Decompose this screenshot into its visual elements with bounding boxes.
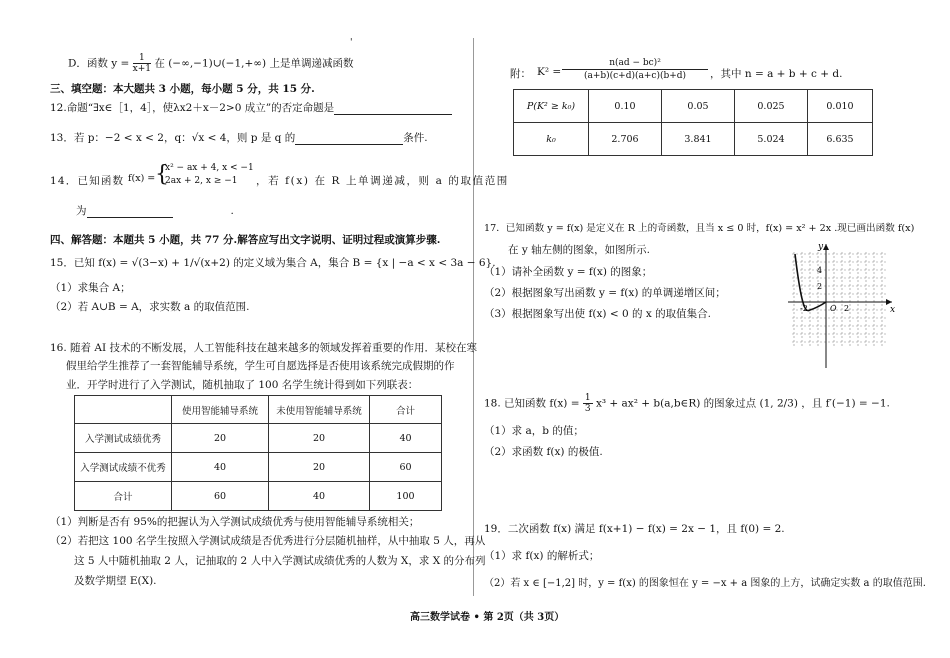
formula-num: n(ad − bc)² xyxy=(562,57,708,70)
q17-line1: 17．已知函数 y = f(x) 是定义在 R 上的奇函数，且当 x ≤ 0 时，f(x) = x² + 2x .现已画出函数 f(x) xyxy=(484,223,915,234)
q19-part1: （1）求 f(x) 的解析式； xyxy=(484,550,600,562)
table-header-cell: 使用智能辅导系统 xyxy=(172,396,269,424)
formula-lhs: K² = xyxy=(537,66,562,78)
section-3-heading: 三、填空题：本大题共 3 小题，每小题 5 分，共 15 分. xyxy=(50,83,315,95)
q14-line2: 为 . xyxy=(76,205,234,217)
formula-label: 附： xyxy=(510,68,531,80)
table-cell: P(K² ≥ k₀) xyxy=(514,90,589,123)
q18-point: (1, 2/3) xyxy=(759,397,798,410)
q13-tail: 条件. xyxy=(403,132,428,144)
question-13 xyxy=(50,130,428,145)
table-row xyxy=(514,123,873,156)
q17-part1: （1）请补全函数 y = f(x) 的图象； xyxy=(484,266,653,278)
q12-blank xyxy=(334,102,452,115)
table-cell: 0.010 xyxy=(808,90,873,123)
table-cell: 0.025 xyxy=(735,90,808,123)
q15-part1: （1）求集合 A； xyxy=(50,282,131,294)
q16-line1: 16. 随着 AI 技术的不断发展，人工智能科技在越来越多的领域发挥着重要的作用．某校在寒 xyxy=(50,342,477,354)
q15-part2: （2）若 A∪B = A，求实数 a 的取值范围. xyxy=(50,301,250,313)
q16-part2a: （2）若把这 100 名学生按照入学测试成绩是否优秀进行分层随机抽样，从中抽取 5 人，再从 xyxy=(50,535,486,547)
table-cell: 入学测试成绩不优秀 xyxy=(75,453,172,482)
frac-num: 1 xyxy=(133,53,151,64)
q16-line2: 假里给学生推荐了一套智能辅导系统，学生可自愿选择是否使用该系统完成假期的作 xyxy=(66,360,455,372)
table-header-cell: 合计 xyxy=(370,396,442,424)
q16-part1: （1）判断是否有 95%的把握认为入学测试成绩优秀与使用智能辅导系统相关； xyxy=(50,516,420,528)
tick-2-y: 2 xyxy=(817,282,823,291)
table-row xyxy=(514,90,873,123)
q14-case1: x² − ax + 4, x < −1 xyxy=(165,163,254,173)
q16-part2c: 及数学期望 E(X). xyxy=(74,575,157,587)
table-header-cell: 未使用智能辅导系统 xyxy=(269,396,370,424)
top-mark: ' xyxy=(350,38,353,48)
question-15: 15．已知 f(x) = √(3−x) + 1/√(x+2) 的定义域为集合 A，集合 B = {x | −a < x < 3a − 6}. xyxy=(50,257,496,269)
q19-part2: （2）若 x ∈ [−1,2] 时，y = f(x) 的图象恒在 y = −x + a 图象的上方，试确定实数 a 的取值范围. xyxy=(484,578,926,589)
formula-den: (a+b)(c+d)(a+c)(b+d) xyxy=(583,71,687,81)
q18-mid: x³ + ax² + b(a,b∈R) 的图象过点 xyxy=(595,397,757,410)
brace: { xyxy=(155,162,169,187)
q17-part2: （2）根据图象写出函数 y = f(x) 的单调递增区间； xyxy=(484,287,726,299)
table-cell: k₀ xyxy=(514,123,589,156)
question-19: 19．二次函数 f(x) 满足 f(x+1) − f(x) = 2x − 1，且 f(0) = 2. xyxy=(484,523,785,535)
question-18 xyxy=(484,393,890,414)
q16-line3: 业．开学时进行了入学测试，随机抽取了 100 名学生统计得到如下列联表： xyxy=(66,379,419,391)
q17-line2: 在 y 轴左侧的图象，如图所示. xyxy=(508,244,650,256)
q14-case2: 2ax + 2, x ≥ −1 xyxy=(165,176,238,186)
question-12 xyxy=(50,100,452,115)
option-d-fraction xyxy=(133,53,151,74)
q18-part1: （1）求 a，b 的值； xyxy=(484,425,584,437)
origin-label: O xyxy=(830,304,837,313)
formula-tail: ，其中 n = a + b + c + d. xyxy=(710,68,843,80)
table-cell: 20 xyxy=(269,424,370,453)
option-d xyxy=(68,53,353,74)
contingency-table xyxy=(74,395,442,511)
tick-2-x: 2 xyxy=(844,304,850,313)
tick-4: 4 xyxy=(817,266,823,275)
column-divider xyxy=(473,38,474,596)
table-cell: 6.635 xyxy=(808,123,873,156)
y-axis-arrow xyxy=(823,244,829,250)
page-footer: 高三数学试卷 • 第 2页（共 3页） xyxy=(410,612,565,623)
y-label: y xyxy=(818,242,824,252)
option-d-label: D．函数 y = xyxy=(68,57,130,70)
q14-fx: f(x) = xyxy=(128,173,156,184)
table-cell: 入学测试成绩优秀 xyxy=(75,424,172,453)
table-row xyxy=(75,482,442,511)
table-cell: 100 xyxy=(370,482,442,511)
x-label: x xyxy=(890,305,896,315)
table-cell: 合计 xyxy=(75,482,172,511)
q18-frac: $\frac{1}{3}$ xyxy=(584,393,591,414)
q17-part3: （3）根据图象写出使 f(x) < 0 的 x 的取值集合. xyxy=(484,308,711,320)
frac-den: x+1 xyxy=(132,64,152,74)
q18-tail: ，且 f′(−1) = −1. xyxy=(801,397,890,410)
table-cell: 2.706 xyxy=(589,123,662,156)
table-row xyxy=(75,453,442,482)
table-header-cell xyxy=(75,396,172,424)
table-cell: 40 xyxy=(269,482,370,511)
q12-text: 12.命题“∃x∈［1，4］，使λx2＋x－2>0 成立”的否定命题是 xyxy=(50,102,335,114)
table-row xyxy=(75,424,442,453)
table-cell: 40 xyxy=(172,453,269,482)
q13-text: 13．若 p：−2 < x < 2，q：√x < 4，则 p 是 q 的 xyxy=(50,132,296,144)
q14-post: ，若 f(x) 在 R 上单调递减，则 a 的取值范围 xyxy=(256,175,509,187)
q13-blank xyxy=(295,132,403,145)
q14-pre: 14．已知函数 xyxy=(50,175,125,187)
table-cell: 5.024 xyxy=(735,123,808,156)
table-cell: 0.05 xyxy=(662,90,735,123)
option-d-tail: 在 (−∞,−1)∪(−1,+∞) 上是单调递减函数 xyxy=(154,57,354,70)
function-graph xyxy=(788,240,898,372)
table-cell: 60 xyxy=(172,482,269,511)
table-cell: 60 xyxy=(370,453,442,482)
q16-part2b: 这 5 人中随机抽取 2 人，记抽取的 2 人中入学测试成绩优秀的人数为 X，求 X 的分布列 xyxy=(74,555,486,567)
formula-fraction xyxy=(562,57,708,82)
q18-pre: 18. 已知函数 f(x) = xyxy=(484,397,580,410)
tick-neg2: -2 xyxy=(800,304,808,313)
q14-line2-text: 为 xyxy=(76,205,87,217)
table-cell: 3.841 xyxy=(662,123,735,156)
table-cell: 0.10 xyxy=(589,90,662,123)
q14-blank xyxy=(87,205,173,218)
graph-grid xyxy=(792,252,886,346)
table-cell: 20 xyxy=(172,424,269,453)
section-4-heading: 四、解答题：本题共 5 小题，共 77 分.解答应写出文字说明、证明过程或演算步骤. xyxy=(50,234,441,246)
q18-part2: （2）求函数 f(x) 的极值. xyxy=(484,446,603,458)
table-cell: 20 xyxy=(269,453,370,482)
table-cell: 40 xyxy=(370,424,442,453)
critical-value-table xyxy=(513,89,873,156)
